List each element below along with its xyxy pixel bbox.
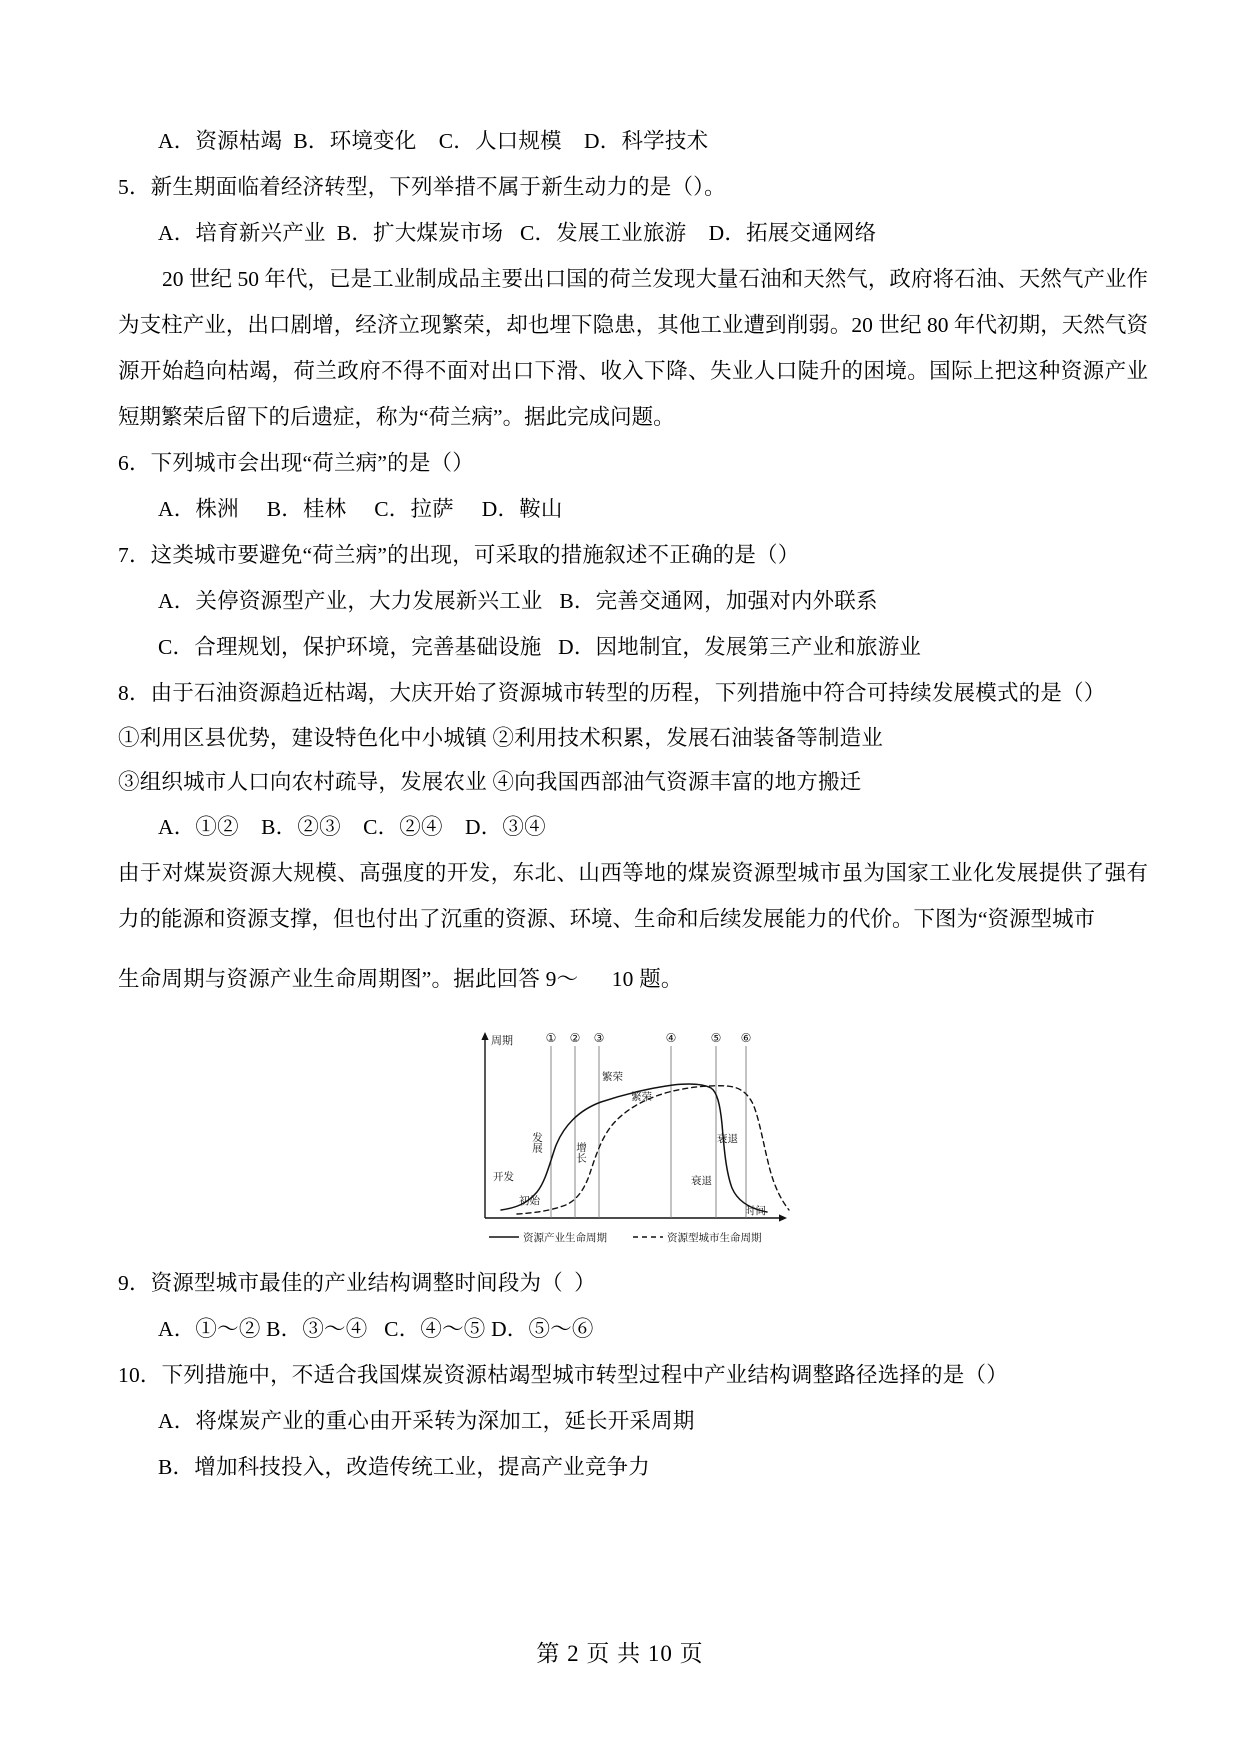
q10-option-a: A．将煤炭产业的重心由开采转为深加工，延长开采周期	[158, 1409, 695, 1433]
annotation-decline-industry: 衰退	[691, 1175, 712, 1187]
chart-legend	[489, 1231, 762, 1244]
q10-option-b: B．增加科技投入，改造传统工业，提高产业竞争力	[158, 1455, 650, 1479]
y-axis	[481, 1032, 488, 1218]
marker-2: ②	[569, 1031, 581, 1045]
x-axis-label: 时间	[745, 1205, 766, 1217]
passage-dutch-disease: 20 世纪 50 年代，已是工业制成品主要出口国的荷兰发现大量石油和天然气，政府将石油、天然气产业作为支柱产业，出口剧增，经济立现繁荣，却也埋下隐患，其他工业遭到削弱。20 世纪 80 年代初期，天然气资源开始趋向枯竭，荷兰政府不得不面对出口下滑、收入下降、失业人口陡升的困境。国际上把这种资源产业短期繁荣后留下的后遗症，称为“荷兰病”。据此完成问题。	[118, 267, 1148, 429]
legend-label-resource-industry: 资源产业生命周期	[523, 1232, 607, 1244]
q7-stem: 7．这类城市要避免“荷兰病”的出现，可采取的措施叙述不正确的是（）	[118, 543, 800, 567]
q9-options: A．①～② B．③～④ C．④～⑤ D．⑤～⑥	[158, 1317, 594, 1341]
annotation-prosperity-industry: 繁荣	[602, 1071, 623, 1083]
q10-stem: 10．下列措施中，不适合我国煤炭资源枯竭型城市转型过程中产业结构调整路径选择的是（）	[118, 1363, 1008, 1387]
page-footer: 第 2 页 共 10 页	[536, 1641, 704, 1666]
marker-1: ①	[545, 1031, 557, 1045]
q5-options: A．培育新兴产业 B．扩大煤炭市场 C．发展工业旅游 D．拓展交通网络	[158, 221, 877, 245]
q6-options: A．株洲 B．桂林 C．拉萨 D．鞍山	[158, 497, 563, 521]
annotation-exploitation: 开发	[493, 1171, 514, 1183]
y-axis-label: 周期	[491, 1035, 513, 1047]
q8-stem: 8．由于石油资源趋近枯竭，大庆开始了资源城市转型的历程，下列措施中符合可持续发展模式的是（）	[118, 681, 1106, 705]
marker-gridlines	[551, 1046, 746, 1218]
marker-4: ④	[665, 1031, 677, 1045]
q8-item-34: ③组织城市人口向农村疏导，发展农业 ④向我国西部油气资源丰富的地方搬迁	[118, 770, 862, 794]
passage-coal-cities-cont: 生命周期与资源产业生命周期图”。据此回答 9～ 10 题。	[118, 967, 683, 991]
q5-stem: 5．新生期面临着经济转型，下列举措不属于新生动力的是（）。	[118, 175, 726, 199]
marker-6: ⑥	[740, 1031, 752, 1045]
q4-options: A．资源枯竭 B．环境变化 C．人口规模 D．科学技术	[158, 129, 709, 153]
lifecycle-chart-svg	[445, 1020, 821, 1252]
passage-coal-cities: 由于对煤炭资源大规模、高强度的开发，东北、山西等地的煤炭资源型城市虽为国家工业化发展提供了强有力的能源和资源支撑，但也付出了沉重的资源、环境、生命和后续发展能力的代价。下图为“资源型城市	[118, 861, 1148, 931]
annotation-decline-city: 衰退	[717, 1133, 738, 1145]
annotation-development: 发展	[531, 1132, 543, 1153]
q7-options-cd: C．合理规划，保护环境，完善基础设施 D．因地制宜，发展第三产业和旅游业	[158, 635, 922, 659]
q8-item-12: ①利用区县优势，建设特色化中小城镇 ②利用技术积累，发展石油装备等制造业	[118, 726, 884, 750]
q6-stem: 6．下列城市会出现“荷兰病”的是（）	[118, 451, 474, 475]
q7-options-ab: A．关停资源型产业，大力发展新兴工业 B．完善交通网，加强对内外联系	[158, 589, 878, 613]
marker-labels	[546, 1031, 752, 1045]
lifecycle-figure	[118, 1020, 1148, 1252]
q8-options: A．①② B．②③ C．②④ D．③④	[158, 815, 546, 839]
q9-stem: 9．资源型城市最佳的产业结构调整时间段为（ ）	[118, 1271, 596, 1295]
marker-5: ⑤	[710, 1031, 722, 1045]
x-axis	[485, 1214, 787, 1221]
lifecycle-chart	[445, 1020, 821, 1252]
series-resource-city-curve	[517, 1086, 789, 1214]
annotation-growth: 增长	[575, 1142, 587, 1163]
legend-label-resource-city: 资源型城市生命周期	[667, 1232, 762, 1244]
annotation-initial: 初始	[519, 1195, 540, 1207]
marker-3: ③	[593, 1031, 605, 1045]
annotation-prosperity-city: 繁荣	[631, 1091, 652, 1103]
stage-annotations	[493, 1070, 738, 1207]
